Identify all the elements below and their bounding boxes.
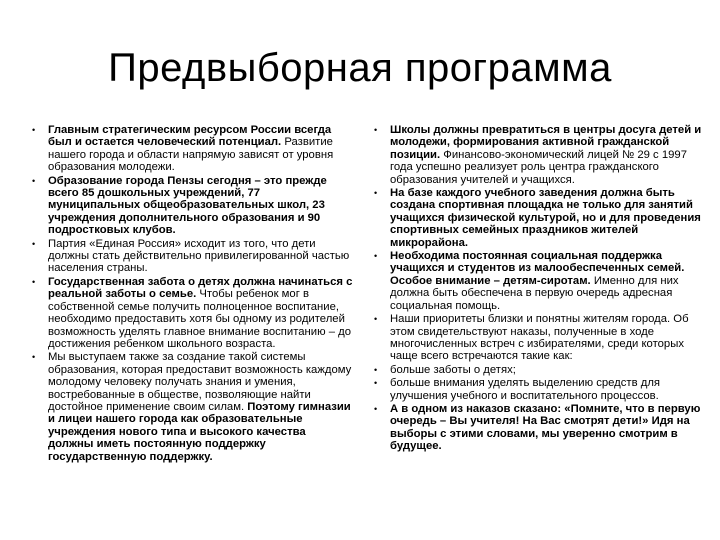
bullet-text: Мы выступаем также за создание такой системы образования, которая предоставит возможность каждому молодому человеку получать знания и умения, востребованные в обществе, позволяющие найти достойное применение своим силам. bbox=[48, 351, 352, 413]
bullet-item bbox=[372, 364, 704, 376]
bullet-item bbox=[30, 175, 354, 237]
bullet-marker: • bbox=[374, 251, 378, 262]
bullet-marker: • bbox=[32, 238, 36, 249]
bullet-text-bold: Школы должны превратиться в центры досуга детей и молодежи, формирования активной гражданской позиции. bbox=[390, 124, 702, 161]
bullet-marker: • bbox=[32, 125, 36, 135]
bullet-text-bold: Главным стратегическим ресурсом России всегда был и остается человеческий потенциал. bbox=[48, 124, 332, 149]
bullet-text: больше внимания уделять выделению средств для улучшения учебного и воспитательного процессов. bbox=[390, 377, 661, 402]
bullet-text: Финансово-экономический лицей № 29 с 1997 года успешно реализует роль центра гражданского образования учителей и учащихся. bbox=[390, 148, 687, 186]
bullet-item bbox=[372, 187, 704, 249]
bullet-item bbox=[372, 250, 704, 312]
slide-title: Предвыборная программа bbox=[108, 46, 612, 90]
bullet-marker: • bbox=[374, 364, 378, 375]
bullet-text: Развитие нашего города и области напрямую зависят от уровня образования молодежи. bbox=[48, 136, 334, 174]
bullet-item bbox=[372, 124, 704, 186]
bullet-item bbox=[30, 351, 354, 463]
bullet-text: Наши приоритеты близки и понятны жителям города. Об этом свидетельствуют наказы, полученные в ходе многочисленных встреч с избирателями, среди которых чаще всего встречаются такие как: bbox=[390, 313, 689, 363]
bullet-item bbox=[372, 313, 704, 363]
bullet-text-bold: Образование города Пензы сегодня – это прежде всего 85 дошкольных учреждений, 77 муниципальных общеобразовательных школ, 23 учреждения дополнительного образования и 90 подростковых клубов. bbox=[48, 174, 327, 237]
bullet-item bbox=[30, 276, 354, 350]
bullet-item bbox=[372, 403, 704, 453]
bullet-marker: • bbox=[32, 276, 36, 287]
bullet-text-bold: Государственная забота о детях должна начинаться с реальной заботы о семье. bbox=[48, 275, 353, 301]
bullet-marker: • bbox=[374, 314, 378, 325]
bullet-text-bold: А в одном из наказов сказано: «Помните, что в первую очередь – Вы учителя! На Вас смотрят дети!» Идя на выборы с этими словами, мы уверенно смотрим в будущее. bbox=[390, 402, 701, 453]
bullet-marker: • bbox=[374, 125, 378, 135]
right-bullet-list bbox=[372, 124, 704, 454]
bullet-text-bold: На базе каждого учебного заведения должна быть создана спортивная площадка не только для занятий учащихся физической культурой, но и для проведения спортивных семейных праздников жителей микрорайона. bbox=[390, 187, 701, 249]
bullet-marker: • bbox=[374, 403, 378, 414]
bullet-text: Партия «Единая Россия» исходит из того, что дети должны стать действительно привилегированной частью населения страны. bbox=[48, 237, 350, 275]
bullet-marker: • bbox=[374, 188, 378, 199]
bullet-marker: • bbox=[374, 378, 378, 389]
bullet-marker: • bbox=[32, 175, 36, 186]
bullet-text-bold: Поэтому гимназии и лицеи нашего города как образовательные учреждения нового типа и высокого качества должны иметь постоянную поддержку государственную поддержку. bbox=[48, 400, 351, 463]
bullet-text: Именно для них должна быть обеспечена в первую очередь адресная социальная помощь. bbox=[390, 274, 679, 312]
left-bullet-list bbox=[30, 124, 354, 464]
bullet-text: Чтобы ребенок мог в собственной семье получить полноценное воспитание, необходимо предоставить хотя бы одному из родителей возможность уделять главное внимание воспитанию – до достижения ребенком школьного возраста. bbox=[48, 288, 352, 350]
bullet-text-bold: Необходима постоянная социальная поддержка учащихся и студентов из малообеспеченных семей. Особое внимание – детям-сиротам. bbox=[390, 250, 685, 287]
bullet-marker: • bbox=[32, 352, 36, 363]
bullet-item bbox=[30, 124, 354, 174]
bullet-item bbox=[30, 238, 354, 275]
bullet-text: больше заботы о детях; bbox=[390, 363, 516, 376]
bullet-item bbox=[372, 377, 704, 402]
